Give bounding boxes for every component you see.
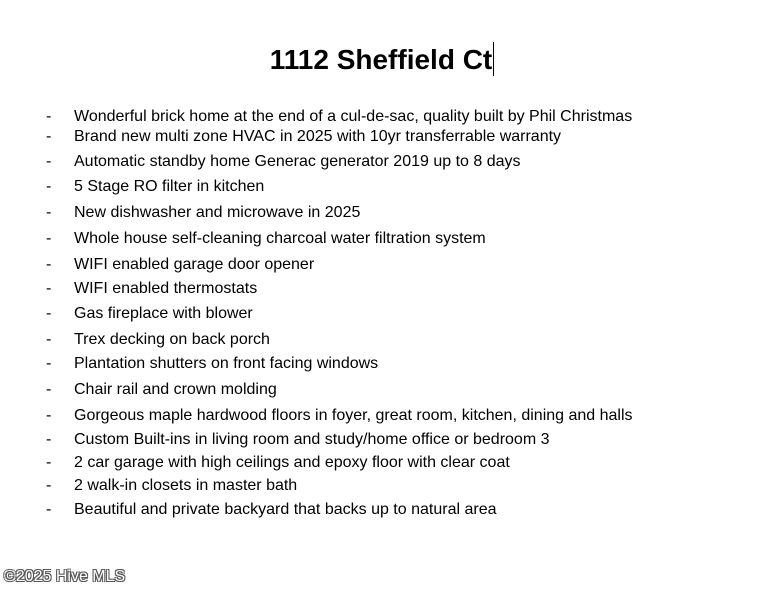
feature-text: 2 walk-in closets in master bath [74,477,298,494]
list-item [0,475,764,497]
feature-text: Trex decking on back porch [74,331,270,348]
feature-text: WIFI enabled garage door opener [74,256,315,273]
feature-text: Brand new multi zone HVAC in 2025 with 10yr transferrable warranty [74,128,562,145]
bullet-dash: - [46,178,52,195]
feature-text: Wonderful brick home at the end of a cul-de-sac, quality built by Phil Christmas [74,108,633,125]
feature-text: Custom Built-ins in living room and study/home office or bedroom 3 [74,431,550,448]
bullet-dash: - [46,204,52,221]
title-text: 1112 Sheffield Ct [269,44,493,75]
list-item [0,303,764,325]
feature-text: WIFI enabled thermostats [74,280,258,297]
list-item [0,151,764,173]
bullet-dash: - [46,305,52,322]
bullet-dash: - [46,256,52,273]
text-cursor [493,42,494,76]
feature-text: Beautiful and private backyard that backs up to natural area [74,501,497,518]
list-item [0,329,764,351]
list-item [0,202,764,224]
bullet-dash: - [46,331,52,348]
copyright-watermark: ©2025 Hive MLS [4,568,126,585]
bullet-dash: - [46,431,52,448]
bullet-dash: - [46,153,52,170]
feature-text: Automatic standby home Generac generator 2019 up to 8 days [74,153,521,170]
list-item [0,353,764,375]
feature-text: Gas fireplace with blower [74,305,253,322]
list-item [0,452,764,474]
list-item [0,254,764,276]
bullet-dash: - [46,128,52,145]
bullet-dash: - [46,280,52,297]
list-item [0,278,764,300]
bullet-dash: - [46,355,52,372]
bullet-dash: - [46,501,52,518]
feature-text: Plantation shutters on front facing windows [74,355,379,372]
bullet-dash: - [46,108,52,125]
list-item [0,228,764,250]
page-title [0,42,764,78]
feature-text: New dishwasher and microwave in 2025 [74,204,361,221]
list-item [0,429,764,451]
bullet-dash: - [46,477,52,494]
feature-text: 5 Stage RO filter in kitchen [74,178,265,195]
bullet-dash: - [46,407,52,424]
bullet-dash: - [46,454,52,471]
feature-text: Chair rail and crown molding [74,381,277,398]
list-item [0,405,764,427]
list-item [0,176,764,198]
list-item [0,499,764,521]
list-item [0,379,764,401]
feature-text: Whole house self-cleaning charcoal water filtration system [74,230,486,247]
bullet-dash: - [46,381,52,398]
bullet-dash: - [46,230,52,247]
list-item [0,126,764,148]
list-item [0,106,764,128]
feature-text: 2 car garage with high ceilings and epoxy floor with clear coat [74,454,510,471]
feature-text: Gorgeous maple hardwood floors in foyer, great room, kitchen, dining and halls [74,407,633,424]
